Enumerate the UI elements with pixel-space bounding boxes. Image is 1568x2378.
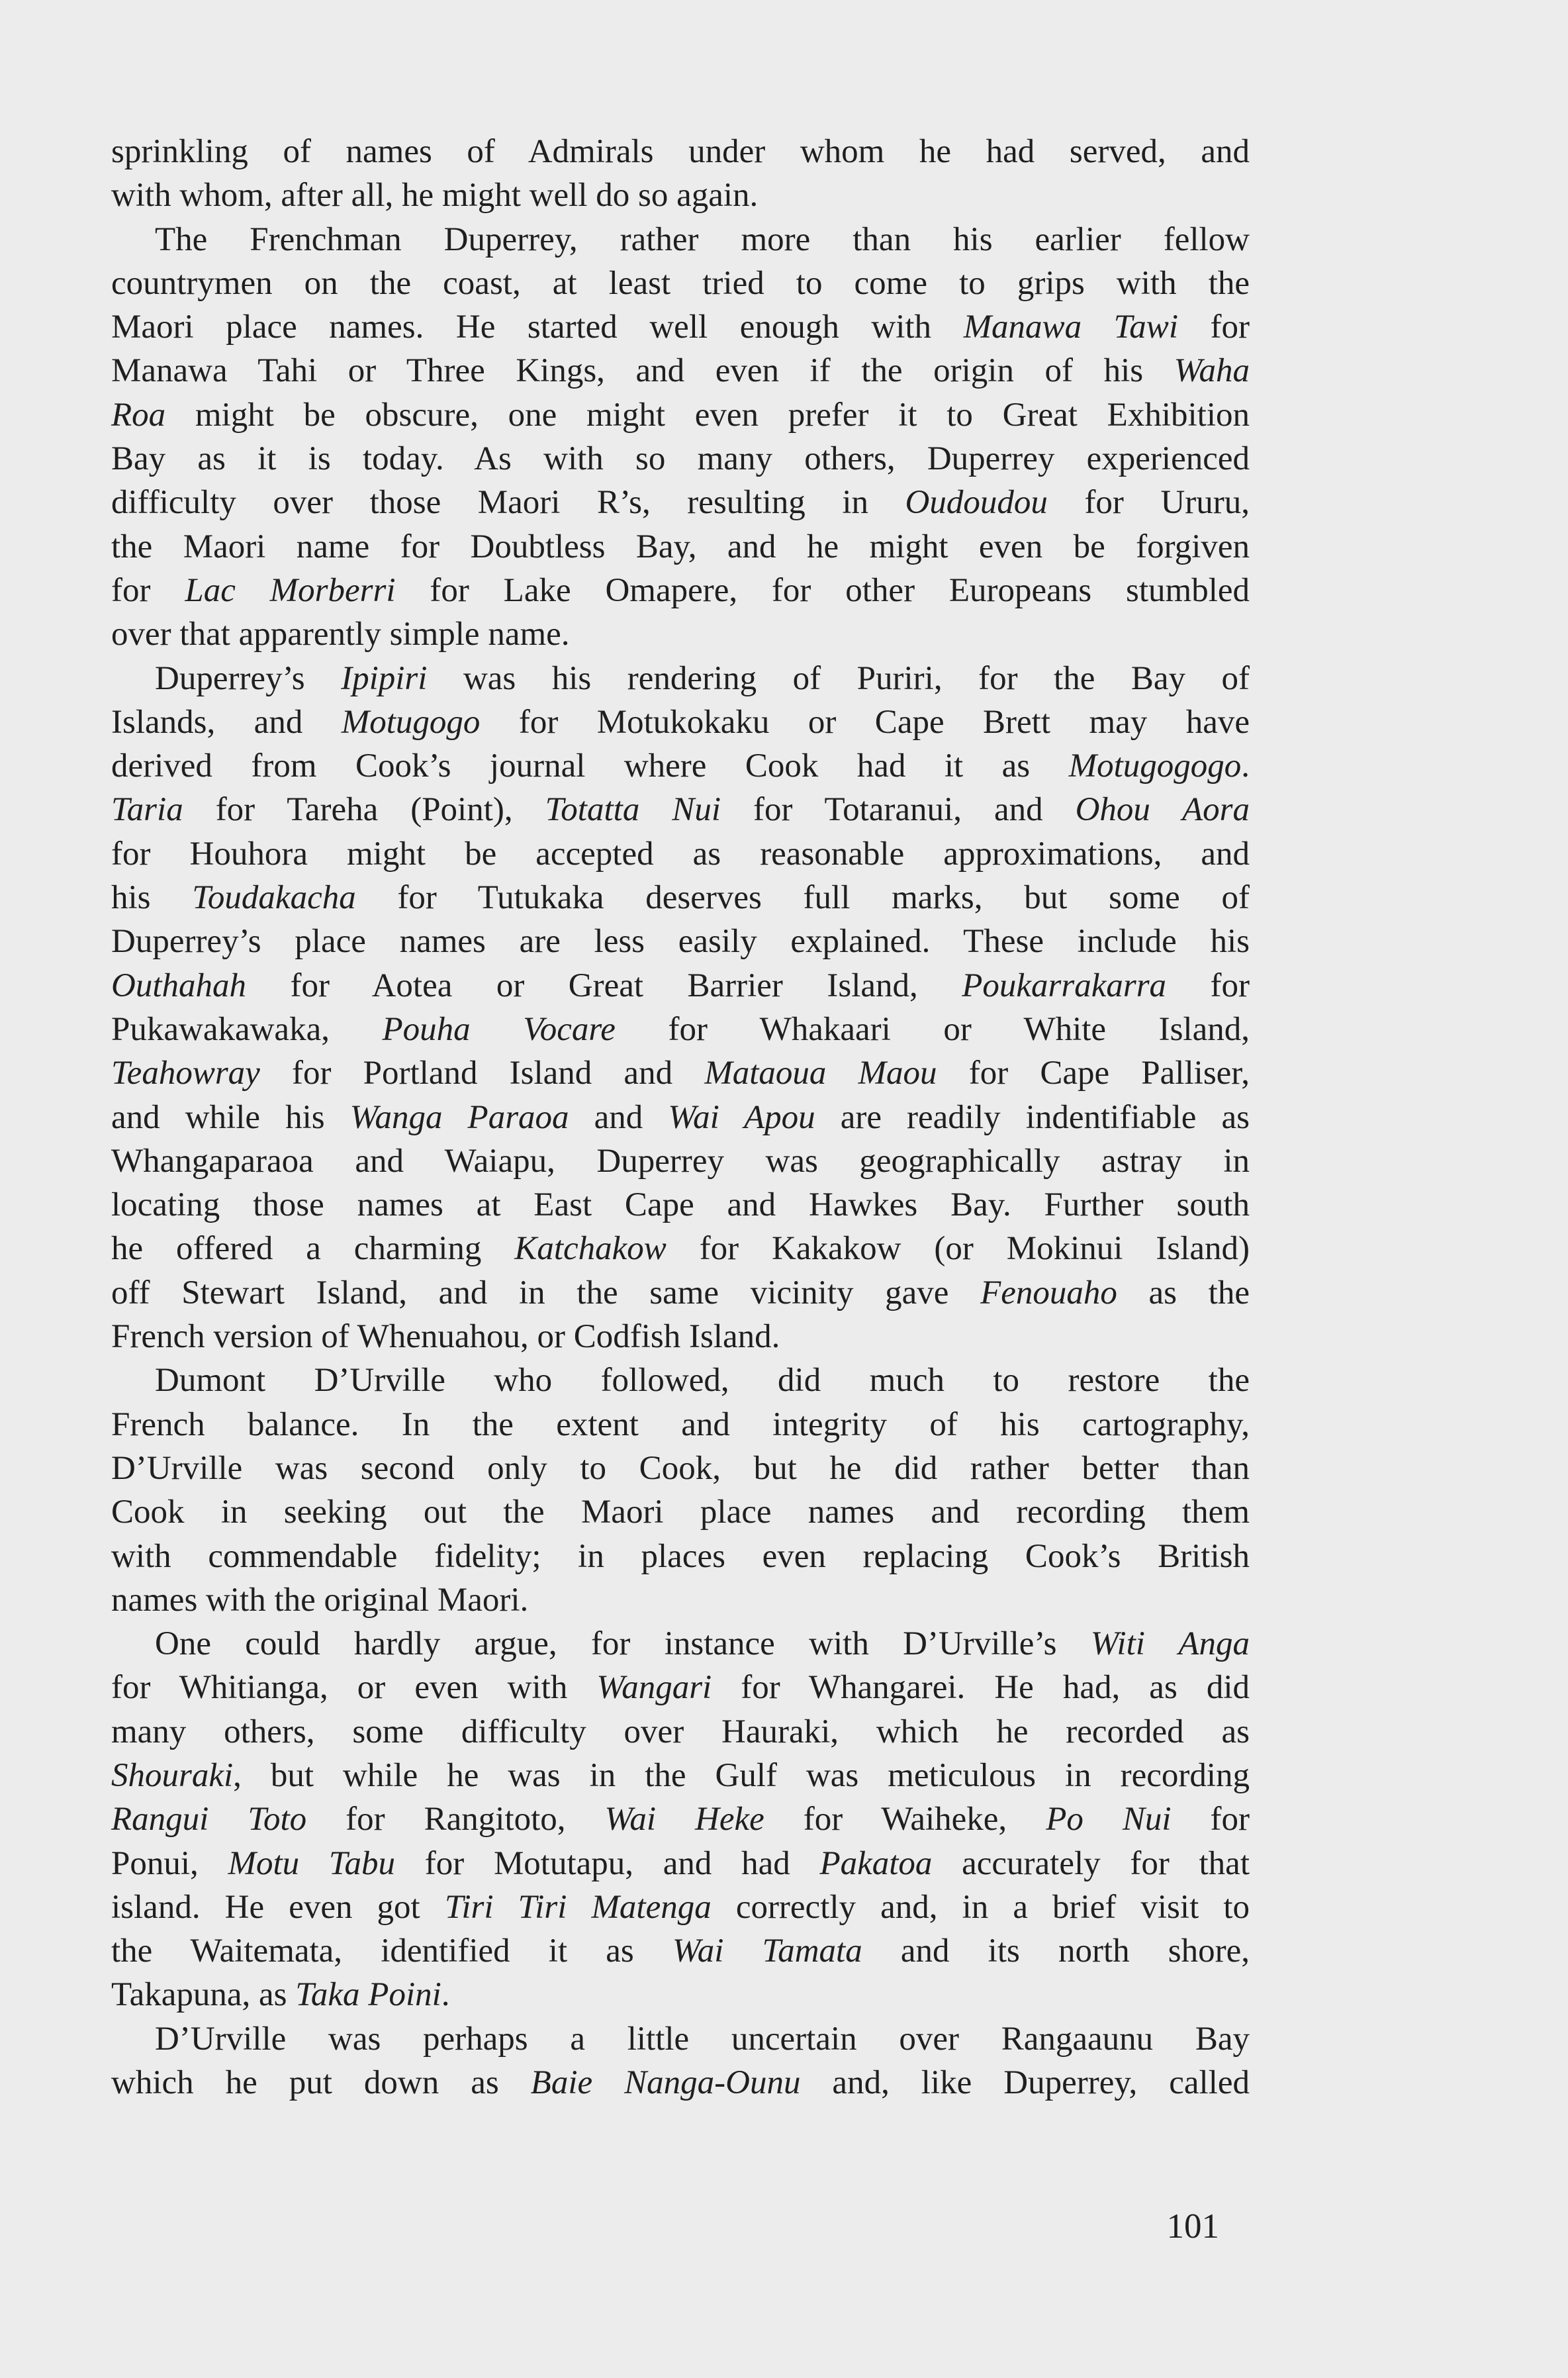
text-run: for Motutapu, and had (395, 1844, 820, 1882)
text-line (111, 1403, 1250, 1447)
text-run: D’Urville was second only to Cook, but he did rather better than (111, 1449, 1250, 1487)
text-run: the Maori name for Doubtless Bay, and he might even be forgiven (111, 528, 1250, 565)
italic-place-name: Wanga Paraoa (349, 1098, 569, 1136)
text-run: for Motukokaku or Cape Brett may have (480, 703, 1250, 741)
text-run: The Frenchman Duperrey, rather more than his earlier fellow (155, 220, 1250, 258)
italic-place-name: Wai Apou (668, 1098, 815, 1136)
text-run: off Stewart Island, and in the same vicinity gave (111, 1274, 981, 1311)
text-line (111, 1710, 1250, 1754)
italic-place-name: Mataoua Maou (704, 1055, 937, 1092)
italic-place-name: Manawa Tawi (963, 309, 1178, 346)
text-line (111, 920, 1250, 963)
text-line (111, 1490, 1250, 1534)
text-line (111, 1885, 1250, 1929)
text-run: Manawa Tahi or Three Kings, and even if the origin of his (111, 352, 1174, 390)
text-run: for Whangarei. He had, as did (712, 1669, 1250, 1707)
text-line (111, 700, 1250, 744)
italic-place-name: Ohou Aora (1075, 791, 1250, 829)
text-run: was his rendering of Puriri, for the Bay of (427, 659, 1250, 697)
text-line (111, 1271, 1250, 1315)
text-run: D’Urville was perhaps a little uncertain over Rangaaunu Bay (155, 2020, 1250, 2058)
text-line (111, 1227, 1250, 1270)
text-line (111, 1842, 1250, 1885)
text-line (111, 130, 1250, 173)
text-run: for Tutukaka deserves full marks, but some of (355, 879, 1250, 917)
text-line (111, 2017, 1250, 2061)
italic-place-name: Fenouaho (980, 1274, 1117, 1311)
text-line (111, 1797, 1250, 1841)
text-line (111, 1754, 1250, 1797)
text-line (111, 525, 1250, 569)
text-line (111, 481, 1250, 524)
italic-place-name: Totatta Nui (545, 791, 721, 829)
paragraph (111, 130, 1250, 218)
text-run: . (441, 1976, 450, 2014)
text-run: as the (1117, 1274, 1250, 1311)
text-line (111, 218, 1250, 262)
text-run: he offered a charming (111, 1230, 515, 1268)
text-run: might be obscure, one might even prefer it to Great Exhibition (165, 396, 1250, 434)
text-run: for Rangitoto, (306, 1801, 605, 1838)
text-line (111, 1096, 1250, 1139)
text-line (111, 305, 1250, 349)
text-run: for (1166, 967, 1250, 1004)
text-run: sprinkling of names of Admirals under whom he had served, and (111, 133, 1250, 170)
text-run: for Kakakow (or Mokinui Island) (666, 1230, 1250, 1268)
italic-place-name: Tiri Tiri Matenga (444, 1888, 712, 1926)
paragraph (111, 1358, 1250, 1622)
paragraph (111, 2017, 1250, 2105)
text-run: with commendable fidelity; in places even replacing Cook’s British (111, 1537, 1250, 1575)
italic-place-name: Pouha Vocare (382, 1010, 616, 1048)
text-run: accurately for that (932, 1844, 1250, 1882)
text-run: . (1241, 747, 1250, 785)
text-line (111, 964, 1250, 1008)
text-line (111, 1929, 1250, 1973)
italic-place-name: Katchakow (514, 1230, 667, 1268)
text-run: Takapuna, as (111, 1976, 296, 2014)
text-line (111, 788, 1250, 832)
italic-place-name: Taka Poini (295, 1976, 441, 2014)
text-line (111, 2061, 1250, 2105)
text-line (111, 1358, 1250, 1402)
text-line (111, 1535, 1250, 1578)
text-run: and (569, 1098, 669, 1136)
text-run: for Whitianga, or even with (111, 1669, 597, 1707)
text-run: island. He even got (111, 1888, 445, 1926)
text-run: for Totaranui, and (721, 791, 1076, 829)
text-run: correctly and, in a brief visit to (711, 1888, 1250, 1926)
text-run: Pukawakawaka, (111, 1010, 383, 1048)
paragraph (111, 657, 1250, 1359)
text-run: for Tareha (Point), (183, 791, 545, 829)
text-run: are readily indentifiable as (815, 1098, 1250, 1136)
text-line (111, 612, 1250, 656)
italic-place-name: Pakatoa (819, 1844, 933, 1882)
text-run: for Portland Island and (259, 1055, 705, 1092)
italic-place-name: Witi Anga (1090, 1625, 1250, 1663)
text-line (111, 832, 1250, 876)
text-run: Maori place names. He started well enough with (111, 309, 964, 346)
text-run: Ponui, (111, 1844, 228, 1882)
italic-place-name: Motu Tabu (228, 1844, 396, 1882)
italic-place-name: Motugogo (341, 703, 481, 741)
text-line (111, 437, 1250, 481)
italic-place-name: Taria (111, 791, 183, 829)
italic-place-name: Teahowray (111, 1055, 260, 1092)
italic-place-name: Wangari (596, 1669, 712, 1707)
text-run: Duperrey’s place names are less easily explained. These include his (111, 923, 1250, 961)
text-line (111, 876, 1250, 920)
text-run: for (111, 571, 185, 609)
text-run: with whom, after all, he might well do so again. (111, 177, 759, 214)
text-line (111, 657, 1250, 700)
text-line (111, 1666, 1250, 1709)
text-line (111, 1622, 1250, 1666)
text-run: for Cape Palliser, (937, 1055, 1250, 1092)
italic-place-name: Shouraki (111, 1756, 234, 1794)
text-line (111, 262, 1250, 305)
text-run: French balance. In the extent and integrity of his cartography, (111, 1405, 1250, 1443)
text-run: Duperrey’s (155, 659, 342, 697)
text-run: locating those names at East Cape and Hawkes Bay. Further south (111, 1186, 1250, 1224)
text-run: One could hardly argue, for instance with D’Urville’s (155, 1625, 1091, 1663)
text-run: Bay as it is today. As with so many others, Duperrey experienced (111, 440, 1250, 478)
text-run: for Whakaari or White Island, (615, 1010, 1250, 1048)
italic-place-name: Motugogogo (1068, 747, 1242, 785)
text-line (111, 173, 1250, 217)
text-run: many others, some difficulty over Hauraki, which he recorded as (111, 1713, 1250, 1750)
text-run: which he put down as (111, 2064, 531, 2102)
text-run: for Waiheke, (764, 1801, 1046, 1838)
text-run: for Lake Omapere, for other Europeans stumbled (395, 571, 1250, 609)
italic-place-name: Poukarrakarra (962, 967, 1167, 1004)
text-run: Cook in seeking out the Maori place names and recording them (111, 1494, 1250, 1531)
text-line (111, 393, 1250, 437)
text-run: and, like Duperrey, called (800, 2064, 1250, 2102)
text-line (111, 1139, 1250, 1183)
text-run: for Aotea or Great Barrier Island, (246, 967, 962, 1004)
text-run: derived from Cook’s journal where Cook had it as (111, 747, 1069, 785)
text-run: for (1171, 1801, 1250, 1838)
text-run: his (111, 879, 193, 917)
text-run: difficulty over those Maori R’s, resulting in (111, 484, 905, 522)
italic-place-name: Po Nui (1046, 1801, 1172, 1838)
text-run: Islands, and (111, 703, 342, 741)
text-run: , but while he was in the Gulf was meticulous in recording (233, 1756, 1250, 1794)
page-number: 101 (1166, 2207, 1219, 2246)
text-line (111, 1578, 1250, 1622)
italic-place-name: Roa (111, 396, 166, 434)
text-run: Dumont D’Urville who followed, did much to restore the (155, 1362, 1250, 1400)
text-run: and its north shore, (862, 1932, 1250, 1970)
paragraph (111, 218, 1250, 657)
paragraph (111, 1622, 1250, 2017)
text-run: names with the original Maori. (111, 1581, 529, 1619)
text-run: for (1177, 309, 1250, 346)
text-run: for Houhora might be accepted as reasonable approximations, and (111, 835, 1250, 873)
text-line (111, 744, 1250, 788)
italic-place-name: Oudoudou (905, 484, 1048, 522)
italic-place-name: Ipipiri (341, 659, 428, 697)
text-run: the Waitemata, identified it as (111, 1932, 672, 1970)
text-run: and while his (111, 1098, 350, 1136)
italic-place-name: Wai Tamata (672, 1932, 862, 1970)
italic-place-name: Lac Morberri (185, 571, 396, 609)
italic-place-name: Toudakacha (192, 879, 356, 917)
text-line (111, 1315, 1250, 1358)
text-run: over that apparently simple name. (111, 616, 570, 653)
italic-place-name: Outhahah (111, 967, 246, 1004)
text-run: French version of Whenuahou, or Codfish Island. (111, 1318, 780, 1356)
text-run: Whangaparaoa and Waiapu, Duperrey was geographically astray in (111, 1142, 1250, 1180)
italic-place-name: Wai Heke (604, 1801, 764, 1838)
text-run: countrymen on the coast, at least tried to come to grips with the (111, 264, 1250, 302)
italic-place-name: Waha (1174, 352, 1250, 390)
text-line (111, 1008, 1250, 1051)
text-line (111, 1051, 1250, 1095)
text-line (111, 1183, 1250, 1227)
text-line (111, 1973, 1250, 2017)
body-text (111, 130, 1250, 2105)
italic-place-name: Rangui Toto (111, 1801, 307, 1838)
text-line (111, 349, 1250, 393)
text-line (111, 569, 1250, 612)
text-run: for Ururu, (1047, 484, 1250, 522)
text-line (111, 1447, 1250, 1490)
italic-place-name: Baie Nanga-Ounu (530, 2064, 801, 2102)
